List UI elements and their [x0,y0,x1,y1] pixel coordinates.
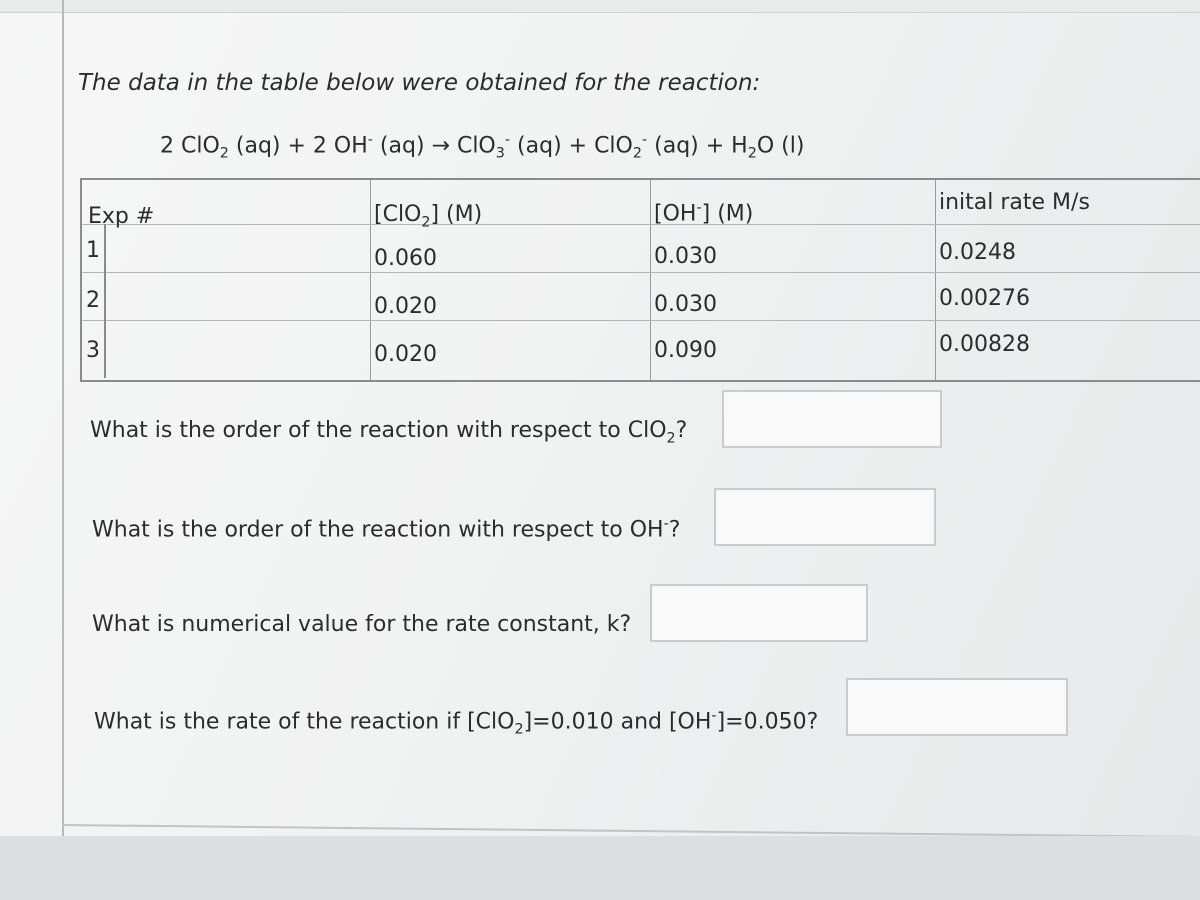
question-order-clo2: What is the order of the reaction with respect to ClO$_2$? [90,418,688,447]
cell-exp: 1 [86,238,100,263]
header-exp: Exp # [88,204,155,229]
left-margin-rule [62,0,64,840]
cell-clo2: 0.060 [374,246,437,271]
page-top-edge [0,0,1200,13]
cell-oh: 0.090 [654,338,717,363]
header-oh: [OH-] (M) [654,200,754,227]
cell-exp: 3 [86,338,100,363]
cell-rate: 0.00828 [939,332,1030,357]
header-clo2: [ClO$_2$] (M) [374,202,483,231]
table-row [82,224,1200,273]
answer-order-clo2-input[interactable] [722,390,942,448]
rate-data-table [80,178,1200,382]
table-header-row [82,180,1200,231]
header-rate: inital rate M/s [939,190,1090,215]
question-rate-at-conditions: What is the rate of the reaction if [ClO$_2$]=0.010 and [OH-]=0.050? [94,708,819,738]
cell-rate: 0.0248 [939,240,1016,265]
reaction-equation: 2 ClO$_2$ (aq) + 2 OH- (aq) → ClO$_3$- (aq) + ClO$_2$- $(aq) + H_2O$ (l) [160,132,805,162]
cell-oh: 0.030 [654,244,717,269]
question-rate-constant: What is numerical value for the rate constant, k? [92,612,632,637]
table-row [82,320,1200,368]
cell-clo2: 0.020 [374,294,437,319]
below-page-area [0,836,1200,900]
answer-rate-constant-input[interactable] [650,584,868,642]
question-order-oh: What is the order of the reaction with respect to OH-? [92,516,681,543]
answer-rate-at-conditions-input[interactable] [846,678,1068,736]
cell-clo2: 0.020 [374,342,437,367]
table-row [82,272,1200,321]
cell-rate: 0.00276 [939,286,1030,311]
intro-text: The data in the table below were obtained for the reaction: [78,70,761,96]
cell-exp: 2 [86,288,100,313]
answer-order-oh-input[interactable] [714,488,936,546]
cell-oh: 0.030 [654,292,717,317]
